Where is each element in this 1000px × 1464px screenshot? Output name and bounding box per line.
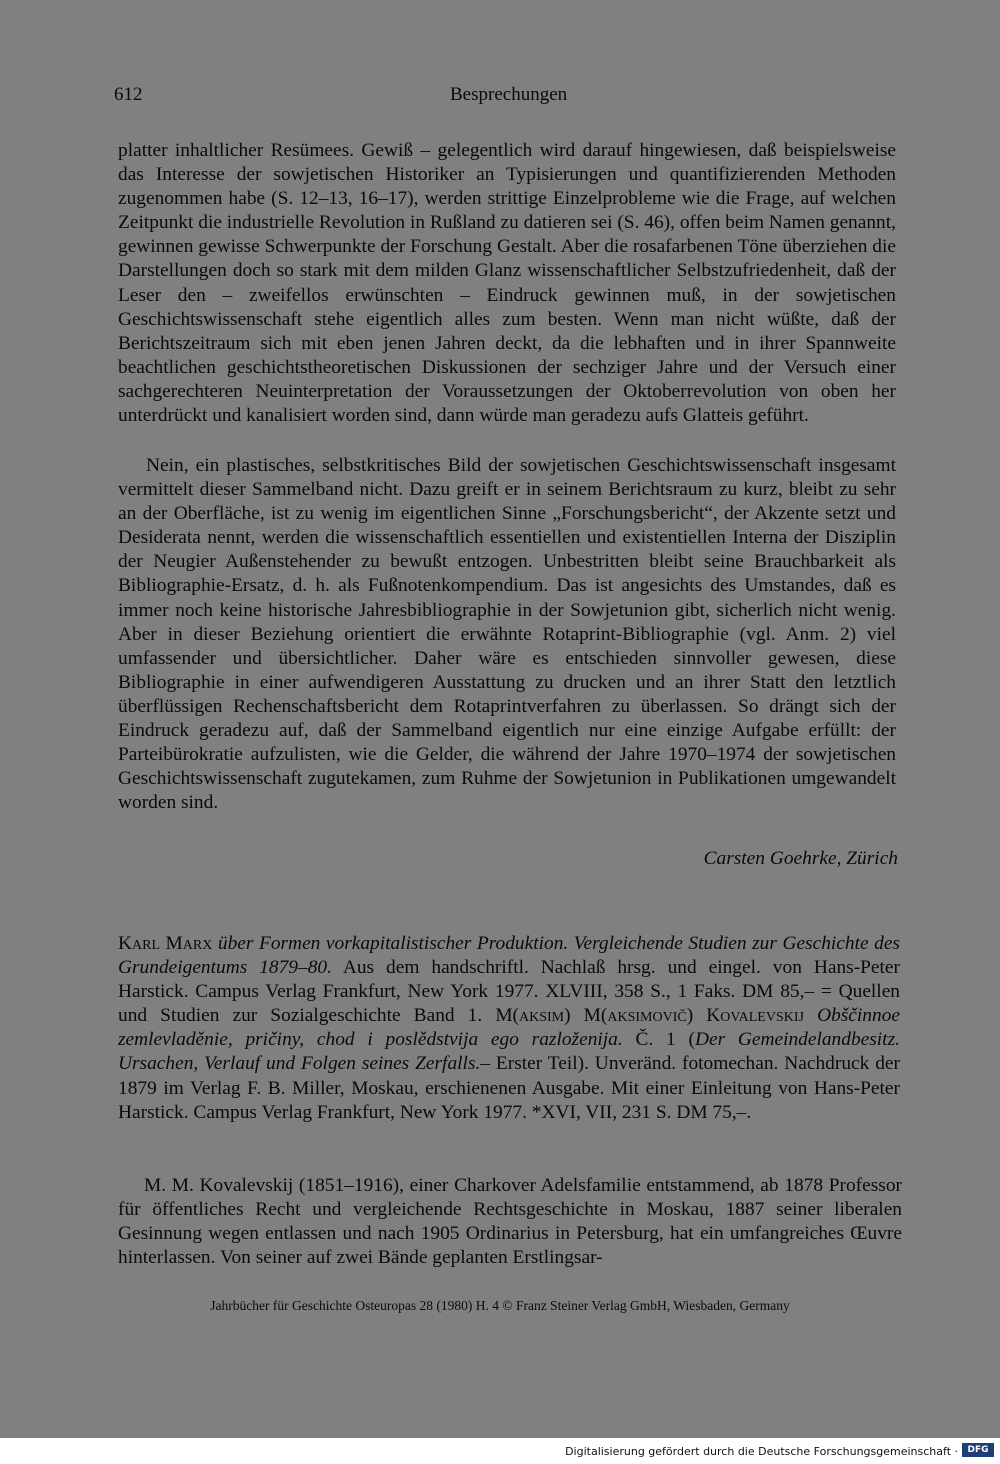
book-title-german: Der Gemeindelandbesitz. Ursachen, Verlauf und Folgen seines Zerfalls.: [118, 1029, 900, 1075]
book-details: Č. 1 (: [635, 1029, 695, 1051]
journal-citation-footer: Jahrbücher für Geschichte Osteuropas 28 (1980) H. 4 © Franz Steiner Verlag GmbH, Wiesbaden, Germany: [210, 1298, 790, 1313]
page-number: 612: [114, 84, 143, 105]
running-title: Besprechungen: [450, 84, 568, 105]
review-paragraph: M. M. Kovalevskij (1851–1916), einer Charkover Adelsfamilie entstammend, ab 1878 Professor für öffentliches Recht und vergleichende Rechtsgeschichte in Moskau, 1887 seiner liberalen Gesinnung wegen entlassen und nach 1905 Ordinarius in Petersburg, hat ein umfangreiches Œuvre hinterlassen. Von seiner auf zwei Bände geplanten Erstlingsar-: [118, 1175, 902, 1269]
bibliographic-entry: [118, 932, 900, 1125]
review-paragraph: platter inhaltlicher Resümees. Gewiß – gelegentlich wird darauf hingewiesen, daß beispielsweise das Interesse der sowjetischen Historiker an Typisierungen und quantifizierenden Methoden zugenommen habe (S. 12–13, 16–17), werden strittige Einzelprobleme wie die Frage, auf welchen Zeitpunkt die industrielle Revolution in Rußland zu datieren sei (S. 46), offen beim Namen genannt, gewinnen gewisse Schwerpunkte der Forschung Gestalt. Aber die rosafarbenen Töne überziehen die Darstellungen doch so stark mit dem milden Glanz wissenschaftlicher Selbstzufriedenheit, daß der Leser den – zweifellos erwünschten – Eindruck gewinnen muß, in der sowjetischen Geschichtswissenschaft stehe eigentlich alles zum besten. Wenn man nicht wüßte, daß der Berichtszeitraum sich mit eben jenen Jahren deckt, da die lebhaften und in ihrer Spannweite beachtlichen geschichtstheoretischen Diskussionen der sechziger Jahre und der Versuch einer sachgerechteren Neuinterpretation der Voraussetzungen der Oktoberrevolution von oben her unterdrückt und kanalisiert worden sind, dann würde man geradezu aufs Glatteis geführt.: [118, 140, 896, 427]
book-title: Obščinnoe zemlevladěnie, pričiny, chod i poslědstvija ego razloženija.: [118, 1005, 900, 1051]
book-details: Aus dem handschriftl. Nachlaß hrsg. und eingel. von Hans-Peter Harstick. Campus Verlag Frankfurt, New York 1977. XLVIII, 358 S., 1 Faks. DM 85,– = Quellen und Studien zur Sozialgeschichte Band 1.: [118, 957, 900, 1027]
funding-notice: Digitalisierung gefördert durch die Deutsche Forschungsgemeinschaft ·: [565, 1445, 958, 1458]
author-name: M(aksim) M(aksimovič) Kovalevskij: [495, 1005, 804, 1027]
author-name: Karl Marx: [118, 933, 213, 954]
book-details: – Erster Teil). Unveränd. fotomechan. Nachdruck der 1879 im Verlag F. B. Miller, Moskau, erschienenen Ausgabe. Mit einer Einleitung von Hans-Peter Harstick. Campus Verlag Frankfurt, New York 1977. *XVI, VII, 231 S. DM 75,–.: [118, 1053, 900, 1123]
review-paragraph: Nein, ein plastisches, selbstkritisches Bild der sowjetischen Geschichtswissenschaft insgesamt vermittelt dieser Sammelband nicht. Dazu greift er in seinem Berichtsraum zu kurz, bleibt zu sehr an der Oberfläche, ist zu wenig im eigentlichen Sinne „Forschungsbericht“, der Akzente setzt und Desiderata nennt, werden die wissenschaftlich essentiellen und existentiellen Interna der Disziplin der Neugier Außenstehender zu bewußt entzogen. Unbestritten bleibt seine Brauchbarkeit als Bibliographie-Ersatz, d. h. als Fußnotenkompendium. Das ist angesichts des Umstandes, daß es immer noch keine historische Jahresbibliographie in der Sowjetunion gibt, sicherlich nicht wenig. Aber in dieser Beziehung orientiert die erwähnte Rotaprint-Bibliographie (vgl. Anm. 2) viel umfassender und übersichtlicher. Daher wäre es entschieden sinnvoller gewesen, diese Bibliographie in einer aufwendigeren Ausstattung zu drucken und an ihrer Statt den letztlich überflüssigen Rechenschaftsbericht dem Rotaprintverfahren zu überlassen. So drängt sich der Eindruck geradezu auf, daß der Sammelband eigentlich nur eine einzige Aufgabe erfüllt: der Parteibürokratie aufzulisten, wie die Gelder, die während der Jahre 1970–1974 der sowjetischen Geschichtswissenschaft zugutekamen, zum Ruhme der Sowjetunion in Publikationen umgewandelt worden sind.: [118, 455, 896, 814]
reviewer-signature: Carsten Goehrke, Zürich: [703, 848, 898, 869]
dfg-logo-icon: DFG: [962, 1443, 994, 1457]
book-title: über Formen vorkapitalistischer Produktion. Vergleichende Studien zur Geschichte des Grundeigentums 1879–80.: [118, 933, 900, 979]
digitization-bar: [0, 1438, 1000, 1464]
